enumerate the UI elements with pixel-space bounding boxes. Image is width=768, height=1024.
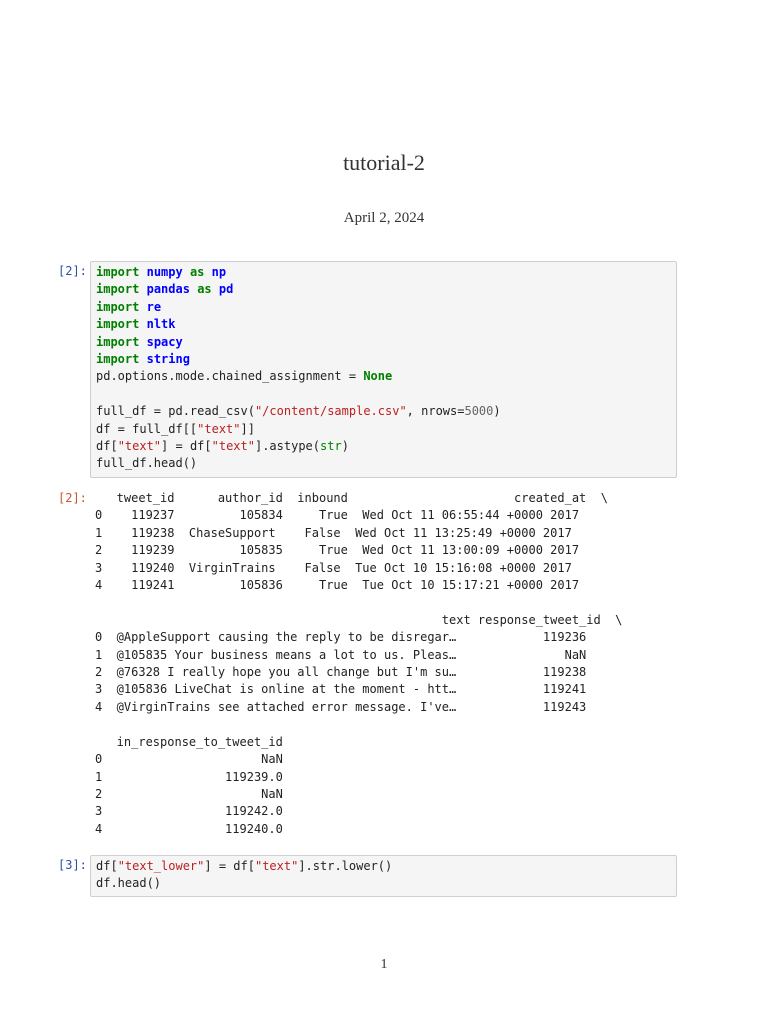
code-line: import spacy [96, 334, 183, 349]
code-line: df["text_lower"] = df["text"].str.lower() [96, 859, 393, 873]
code-line: import pandas as pd [96, 282, 234, 297]
output-prompt: [2]: [58, 491, 87, 505]
code-line: df["text"] = df["text"].astype(str) [96, 439, 349, 454]
code-line: pd.options.mode.chained_assignment = None [96, 369, 393, 384]
code-cell-input[interactable] [90, 855, 677, 897]
code-line: import string [96, 352, 190, 367]
dataframe-output: tweet_id author_id inbound created_at \ 0 119237 105834 True Wed Oct 11 06:55:44 +0000 2017 1 119238 ChaseSupport False Wed Oct 11 13:25:49 +0000 2017 2 119239 105835 True Wed Oct 11 13:00:09 +0000 2017 3 119240 VirginTrains False Tue Oct 10 15:16:08 +0000 2017 4 119241 105836 True Tue Oct 10 15:17:21 +0000 2017 text response_tweet_id \ 0 @AppleSupport causing the reply to be disregar… 119236 1 @105835 Your business means a lot to us. Pleas… NaN 2 @76328 I really hope you all change but I'm su… 119238 3 @105836 LiveChat is online at the moment - htt… 119241 4 @VirginTrains see attached error message. I've… 119243 in_response_to_tweet_id 0 NaN 1 119239.0 2 NaN 3 119242.0 4 119240.0 [95, 491, 623, 836]
code-line-blank [96, 386, 676, 403]
code-cell-input[interactable] [90, 261, 677, 478]
input-prompt: [2]: [58, 264, 87, 278]
code-line: df = full_df[["text"]] [96, 421, 255, 436]
page-number: 1 [380, 957, 388, 972]
code-line: import numpy as np [96, 265, 227, 279]
input-prompt: [3]: [58, 858, 87, 872]
code-line: full_df.head() [96, 456, 198, 471]
document-date: April 2, 2024 [343, 210, 425, 226]
code-line: import nltk [96, 317, 176, 332]
code-line: full_df = pd.read_csv("/content/sample.csv", nrows=5000) [96, 404, 501, 419]
document-title: tutorial-2 [343, 150, 425, 175]
code-line: df.head() [96, 876, 162, 891]
code-line: import re [96, 299, 162, 314]
